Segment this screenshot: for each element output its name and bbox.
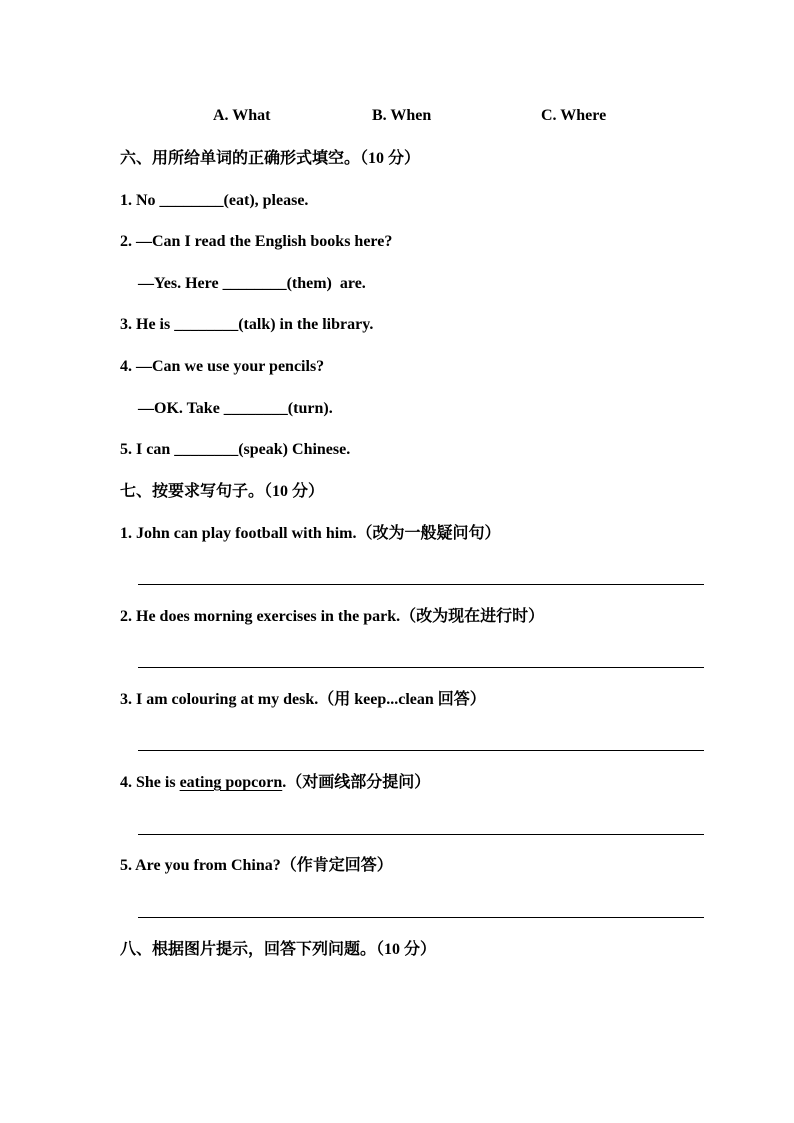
q4-underlined-phrase: eating popcorn — [179, 774, 283, 791]
answer-line-4 — [138, 834, 704, 835]
answer-line-2 — [138, 667, 704, 668]
section7-question-5: 5. Are you from China?（作肯定回答） — [120, 857, 393, 874]
section7-question-4 — [120, 773, 430, 793]
section6-item-2-reply: —Yes. Here ________(them) are. — [138, 275, 366, 292]
section6-title: 六、用所给单词的正确形式填空。（10 分） — [120, 150, 421, 167]
section6-item-3: 3. He is ________(talk) in the library. — [120, 316, 374, 333]
option-a: A. What — [213, 107, 271, 124]
option-b: B. When — [372, 107, 432, 124]
section6-item-2: 2. —Can I read the English books here? — [120, 233, 393, 250]
option-c: C. Where — [541, 107, 607, 124]
section7-question-1: 1. John can play football with him.（改为一般疑问句） — [120, 525, 501, 542]
section7-question-2: 2. He does morning exercises in the park.（改为现在进行时） — [120, 608, 545, 625]
answer-line-1 — [138, 584, 704, 585]
section7-question-3: 3. I am colouring at my desk.（用 keep...clean 回答） — [120, 691, 486, 708]
section6-item-5: 5. I can ________(speak) Chinese. — [120, 441, 351, 458]
section7-title: 七、按要求写句子。（10 分） — [120, 483, 325, 500]
q4-prefix: 4. She is — [120, 774, 180, 791]
answer-line-3 — [138, 750, 704, 751]
answer-line-5 — [138, 917, 704, 918]
section6-item-4-reply: —OK. Take ________(turn). — [138, 400, 333, 417]
q4-suffix: .（对画线部分提问） — [282, 774, 431, 791]
section6-item-1: 1. No ________(eat), please. — [120, 192, 309, 209]
section8-title: 八、根据图片提示，回答下列问题。（10 分） — [120, 941, 437, 958]
section6-item-4: 4. —Can we use your pencils? — [120, 358, 325, 375]
